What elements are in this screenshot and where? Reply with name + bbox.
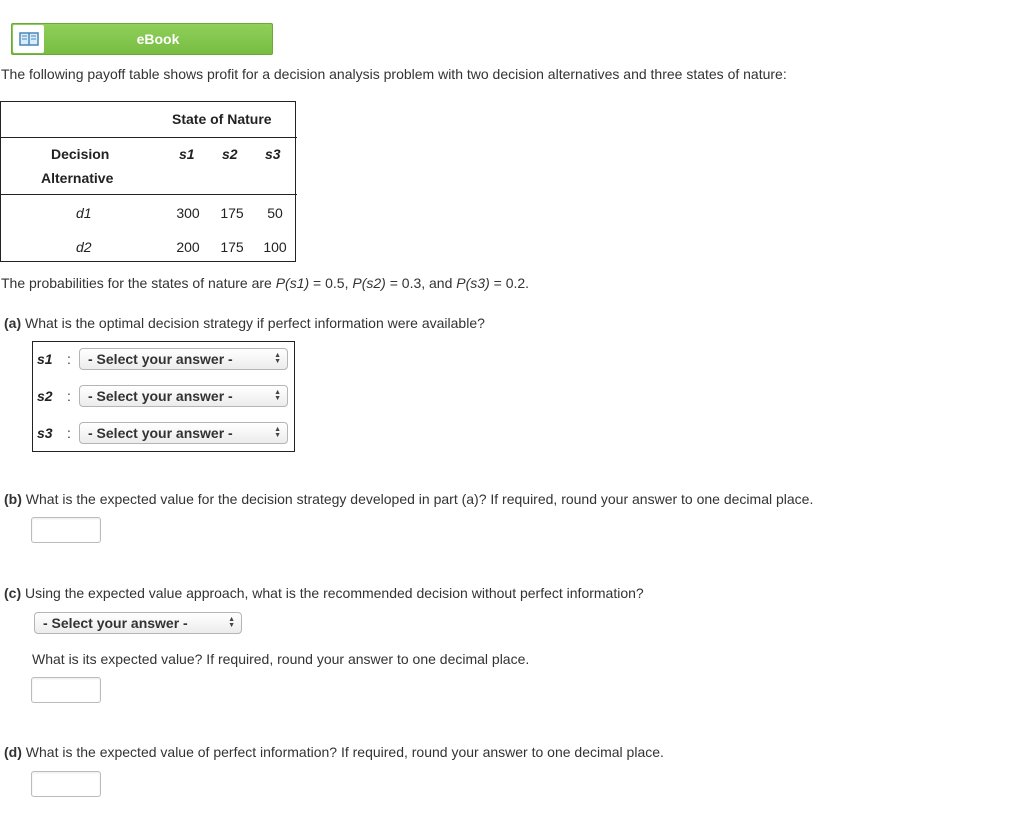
state-header-s1: s1	[179, 146, 195, 162]
payoff-d2-s1: 200	[176, 239, 200, 255]
payoff-d1-s2: 175	[220, 205, 244, 221]
payoff-d2-s3: 100	[263, 239, 287, 255]
select-arrows-icon: ▲ ▼	[274, 389, 281, 402]
state-header-s3: s3	[265, 146, 281, 162]
state-label-s3: s3	[37, 425, 53, 441]
question-d: (d) What is the expected value of perfect information? If required, round your answer to one decimal place.	[4, 744, 664, 760]
question-b: (b) What is the expected value for the decision strategy developed in part (a)? If required, round your answer to one decimal place.	[4, 491, 814, 507]
answer-d-input[interactable]	[31, 771, 101, 797]
strategy-row-s2: s2 : - Select your answer - ▲ ▼	[37, 383, 288, 409]
state-label-s2: s2	[37, 388, 53, 404]
strategy-row-s1: s1 : - Select your answer - ▲ ▼	[37, 346, 288, 372]
payoff-d2-s2: 175	[220, 239, 244, 255]
intro-text: The following payoff table shows profit for a decision analysis problem with two decision alternatives and three states of nature:	[1, 66, 787, 82]
payoff-table	[0, 101, 296, 262]
answer-c-input[interactable]	[31, 677, 101, 703]
probabilities-text: The probabilities for the states of nature are P(s1) = 0.5, P(s2) = 0.3, and P(s3) = 0.2.	[1, 275, 530, 291]
select-arrows-icon: ▲ ▼	[274, 426, 281, 439]
alternative-label: Alternative	[41, 170, 114, 186]
ebook-button[interactable]	[11, 23, 273, 55]
select-arrows-icon: ▲ ▼	[274, 352, 281, 365]
strategy-row-s3: s3 : - Select your answer - ▲ ▼	[37, 420, 288, 446]
recommended-decision-select[interactable]: - Select your answer - ▲ ▼	[34, 612, 242, 634]
decision-label: Decision	[51, 146, 110, 162]
question-c-followup: What is its expected value? If required, round your answer to one decimal place.	[32, 651, 530, 667]
state-header-s2: s2	[222, 146, 238, 162]
ebook-label: eBook	[136, 31, 180, 47]
question-c: (c) Using the expected value approach, what is the recommended decision without perfect information?	[4, 585, 644, 601]
state-label-s1: s1	[37, 351, 53, 367]
decision-d1: d1	[76, 205, 92, 221]
strategy-select-s2[interactable]: - Select your answer - ▲ ▼	[79, 385, 288, 407]
select-arrows-icon: ▲ ▼	[228, 616, 235, 629]
state-of-nature-header: State of Nature	[172, 111, 272, 127]
payoff-d1-s1: 300	[176, 205, 200, 221]
book-icon	[13, 25, 44, 53]
strategy-selection-box	[32, 341, 295, 452]
decision-d2: d2	[76, 239, 92, 255]
question-a: (a) What is the optimal decision strategy if perfect information were available?	[4, 315, 485, 331]
payoff-d1-s3: 50	[267, 205, 283, 221]
answer-b-input[interactable]	[31, 517, 101, 543]
strategy-select-s1[interactable]: - Select your answer - ▲ ▼	[79, 348, 288, 370]
strategy-select-s3[interactable]: - Select your answer - ▲ ▼	[79, 422, 288, 444]
